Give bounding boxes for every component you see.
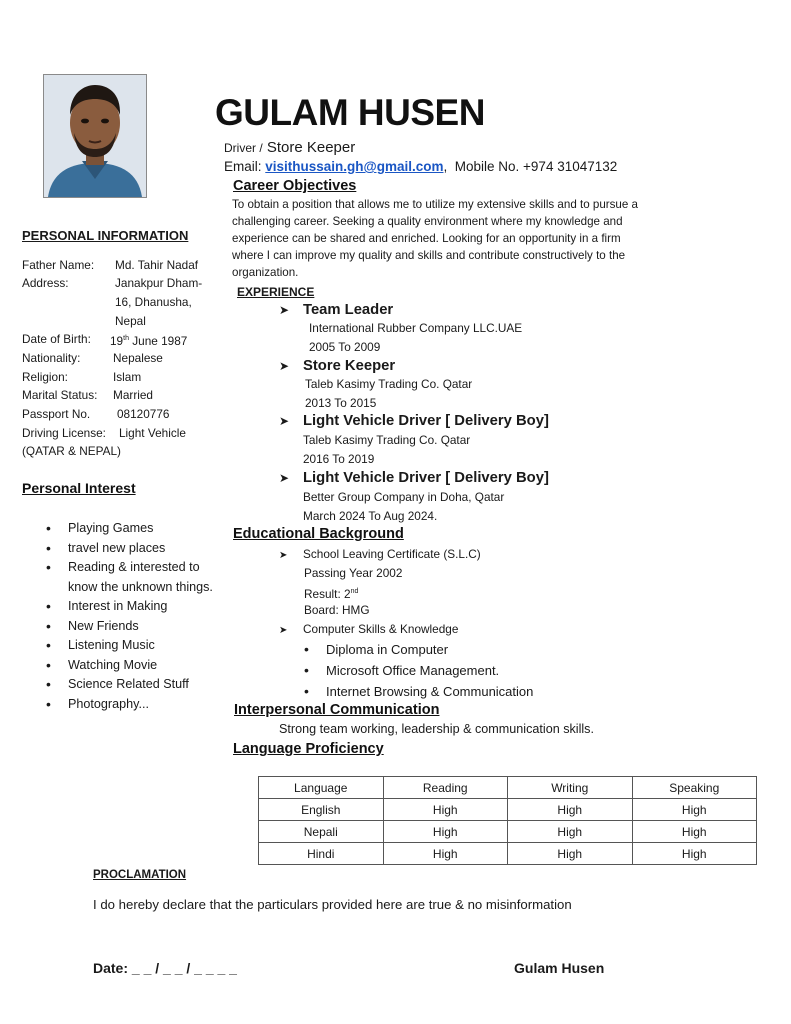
result-text: Result: 2 [304,586,351,601]
job-period: 2013 To 2015 [305,396,377,410]
job-title: Store Keeper [303,358,396,374]
result-suffix: nd [350,588,359,595]
job-period: 2016 To 2019 [303,452,375,466]
passport-label: Passport No. [22,407,91,421]
job-title: Team Leader [303,302,394,318]
column-header: Reading [383,777,508,799]
arrow-bullet-icon: ➤ [279,550,288,561]
role-title: Store Keeper [266,139,356,156]
job-entry [279,301,393,319]
license-value: Light Vehicle [119,426,186,440]
contact-line [224,159,617,174]
table-cell: High [508,799,633,821]
license-label: Driving License: [22,426,106,440]
table-cell: High [632,843,757,865]
job-period: March 2024 To Aug 2024. [303,509,438,523]
role-prefix: Driver / [224,141,263,155]
career-heading: Career Objectives [233,178,357,194]
job-role [224,139,355,156]
dob-day: 19 [110,333,124,348]
computer-skill-item: • Microsoft Office Management. [304,660,604,681]
computer-skill-list [304,639,604,702]
interpersonal-text: Strong team working, leadership & communication skills. [279,722,594,736]
interest-list [46,519,216,714]
proclamation-text: I do hereby declare that the particulars provided here are true & no misinformation [93,897,572,912]
job-title: Light Vehicle Driver [ Delivery Boy] [303,470,549,486]
table-cell: Nepali [259,821,384,843]
computer-skill-item: • Internet Browsing & Communication [304,681,604,702]
job-title: Light Vehicle Driver [ Delivery Boy] [303,413,549,429]
table-cell: English [259,799,384,821]
job-company: International Rubber Company LLC.UAE [309,321,523,335]
arrow-bullet-icon: ➤ [279,625,288,636]
address-line-2: 16, Dhanusha, [115,295,192,309]
table-row [259,821,757,843]
interest-item: • New Friends [46,617,216,637]
religion-value: Islam [113,370,142,384]
job-company: Better Group Company in Doha, Qatar [303,490,505,504]
interest-item: • travel new places [46,539,216,559]
arrow-bullet-icon: ➤ [279,414,290,428]
table-header-row [259,777,757,799]
column-header: Speaking [632,777,757,799]
personal-info-heading: PERSONAL INFORMATION [22,228,189,243]
dob-value [110,330,187,350]
interest-item: • Playing Games [46,519,216,539]
career-line: challenging career. Seeking a quality environment where my knowledge and [232,215,623,228]
profile-photo [43,74,147,198]
career-text [232,196,638,281]
marital-label: Marital Status: [22,388,98,402]
license-note: (QATAR & NEPAL) [22,444,121,458]
computer-skills-text: Computer Skills & Knowledge [303,622,459,636]
dob-suffix: th [123,335,129,342]
job-entry [279,412,549,430]
interest-item: • Watching Movie [46,656,216,676]
arrow-bullet-icon: ➤ [279,303,290,317]
table-cell: High [508,821,633,843]
interest-heading: Personal Interest [22,480,136,496]
table-row [259,799,757,821]
table-cell: High [632,799,757,821]
arrow-bullet-icon: ➤ [279,471,290,485]
father-value: Md. Tahir Nadaf [115,258,199,272]
career-line: To obtain a position that allows me to utilize my extensive skills and to pursue a [232,198,638,211]
address-line-3: Nepal [115,314,146,328]
interest-item: • Photography... [46,695,216,715]
language-table [258,776,757,865]
table-cell: High [383,821,508,843]
address-label: Address: [22,276,69,290]
education-heading: Educational Background [233,526,404,542]
candidate-name: GULAM HUSEN [215,92,485,133]
email-separator: , [443,159,448,174]
column-header: Writing [508,777,633,799]
slc-text: School Leaving Certificate (S.L.C) [303,547,481,561]
career-line: organization. [232,266,299,279]
dob-label: Date of Birth: [22,332,91,346]
marital-value: Married [113,388,153,402]
religion-label: Religion: [22,370,68,384]
computer-skills [279,620,458,641]
job-company: Taleb Kasimy Trading Co. Qatar [303,433,471,447]
nationality-label: Nationality: [22,351,81,365]
father-label: Father Name: [22,258,95,272]
job-company: Taleb Kasimy Trading Co. Qatar [305,377,473,391]
career-line: experience can be shared and enriched. Looking for an opportunity in a firm [232,232,621,245]
table-cell: High [383,799,508,821]
proclamation-heading: PROCLAMATION [93,869,187,881]
job-entry [279,469,549,487]
table-cell: High [632,821,757,843]
table-row [259,843,757,865]
column-header: Language [259,777,384,799]
interest-item: • Reading & interested to know the unknown things. [46,558,216,597]
interest-item: • Science Related Stuff [46,675,216,695]
table-cell: High [508,843,633,865]
language-heading: Language Proficiency [233,741,384,757]
interpersonal-heading: Interpersonal Communication [234,702,440,718]
education-slc [279,545,481,566]
passport-value: 08120776 [117,407,170,421]
interest-item: • Listening Music [46,636,216,656]
signature-name: Gulam Husen [514,960,605,976]
person-portrait-icon [44,75,146,197]
email-label: Email: [224,159,262,174]
dob-month-year: June 1987 [132,333,188,348]
address-line-1: Janakpur Dham- [115,276,203,290]
job-entry [279,357,395,375]
date-line: Date: _ _ / _ _ / _ _ _ _ [93,960,237,976]
career-line: where I can improve my quality and skills and contribute constructively to the [232,249,626,262]
job-period: 2005 To 2009 [309,340,381,354]
passing-year: Passing Year 2002 [304,566,403,580]
email-link[interactable]: visithussain.gh@gmail.com [265,159,444,174]
table-cell: High [383,843,508,865]
computer-skill-item: • Diploma in Computer [304,639,604,660]
arrow-bullet-icon: ➤ [279,359,290,373]
nationality-value: Nepalese [113,351,163,365]
table-cell: Hindi [259,843,384,865]
board: Board: HMG [304,603,370,617]
mobile-number: Mobile No. +974 31047132 [454,159,618,174]
experience-heading: EXPERIENCE [237,285,315,299]
interest-item: • Interest in Making [46,597,216,617]
